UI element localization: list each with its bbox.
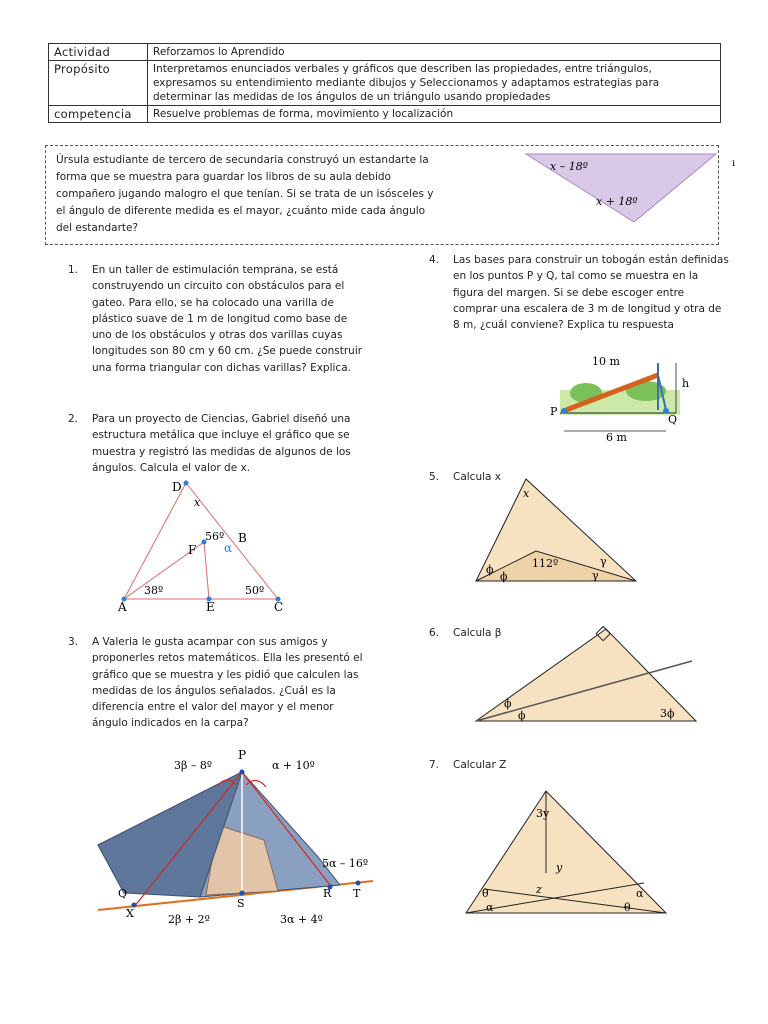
figure-3-tent [68,745,378,925]
label-slide: 10 m [592,355,620,368]
problem-number: 6. [429,627,440,639]
problem-2 [68,411,368,476]
header-row-purpose [49,61,721,106]
figure-4-slide [546,345,706,445]
label-phi-2: ϕ [518,709,526,722]
banner-label-bottom: x + 18º [596,195,638,208]
problem-number: 7. [429,759,440,771]
label-p: P [550,405,558,418]
problem-number: 2. [68,413,79,425]
header-value: Reforzamos lo Aprendido [148,44,721,61]
header-key: Propósito [49,61,148,106]
label-a: A [118,600,127,614]
banner-triangle-figure [524,152,736,232]
problem-4 [429,252,729,333]
figure-2-structure [110,476,310,616]
label-t: T [353,887,361,900]
figure-5-triangle [474,475,644,585]
label-right: 5α – 16º [322,857,369,870]
problem-text: Para un proyecto de Ciencias, Gabriel diseñó una estructura metálica que incluye el gráfico que se muestra y registró las medidas de algunos de los ángulos. Calcula el valor de x. [92,413,351,474]
activity-header-table [48,43,721,123]
label-alpha: α [224,541,233,555]
label-phi-1: ϕ [486,563,494,576]
problem-text: Calcular Z [453,759,507,771]
label-e: E [206,600,215,614]
problem-text: En un taller de estimulación temprana, se está construyendo un circuito con obstáculos para el gateo. Para ello, se ha colocado una varilla de plástico suave de 1 m de longitud como base de uno de los obstáculos y otras dos varillas cuyas longitudes son 80 cm y 60 cm. ¿Se puede construir una forma triangular con dichas varillas? Explica. [92,264,363,374]
point-t [356,881,361,886]
figure-7-triangle [464,787,674,917]
point-s [240,891,245,896]
label-alpha-1: α [486,901,494,914]
label-p: P [238,748,247,762]
label-top-left: 3β – 8º [174,759,213,772]
point-p [240,770,245,775]
label-f: F [188,543,197,557]
banner-label-top: x – 18º [550,160,588,173]
label-3y: 3y [536,807,550,820]
label-y: y [556,861,563,874]
label-bottom-left: 2β + 2º [168,913,210,926]
label-s: S [237,897,245,910]
point-d [184,481,189,486]
label-top-right: α + 10º [272,759,315,772]
label-x-point: X [126,907,134,920]
label-3phi: 3ϕ [660,707,675,720]
banner-tick: ı [732,158,736,169]
intro-box [45,145,736,245]
label-theta-1: θ [482,887,489,900]
label-gamma-1: γ [600,555,607,568]
problem-number: 3. [68,636,79,648]
label-x: x [194,496,201,509]
problem-1 [68,262,368,376]
problem-number: 4. [429,254,440,266]
label-q: Q [668,413,678,426]
problem-number: 1. [68,264,79,276]
intro-text: Úrsula estudiante de tercero de secundaria construyó un estandarte la forma que se muestra para guardar los libros de su aula debido compañero jugando malogro el que tenían. Si se trata de un isósceles y el ángulo de diferente medida es el mayor, ¿cuánto mide cada ángulo del estandarte? [56,154,434,234]
label-50: 50º [245,584,265,597]
label-38: 38º [144,584,164,597]
problem-3 [68,634,368,732]
label-56: 56º [205,530,225,543]
label-gamma-2: γ [592,569,599,582]
label-base: 6 m [606,431,627,444]
problem-text: Calcula β [453,627,502,639]
problem-text: Calcula x [453,471,502,483]
header-value: Resuelve problemas de forma, movimiento y localización [148,106,721,123]
point-p [561,408,567,414]
problem-7 [429,757,549,773]
header-row-competence [49,106,721,123]
label-b: B [238,531,247,545]
label-r: R [323,887,332,900]
header-key: Actividad [49,44,148,61]
header-key: competencia [49,106,148,123]
label-phi-2: ϕ [500,570,508,583]
header-value: Interpretamos enunciados verbales y gráficos que describen las propiedades, entre triángulos, expresamos su entendimiento mediante dibujos y Seleccionamos y adaptamos estrategias para determinar las medidas de los ángulos de un triángulo usando propiedades [148,61,721,106]
header-row-activity [49,44,721,61]
label-q: Q [118,887,128,900]
label-x: x [523,487,530,500]
label-theta-2: θ [624,901,631,914]
label-z: z [536,883,542,896]
label-bottom-right: 3α + 4º [280,913,323,926]
label-112: 112º [532,557,559,570]
label-h: h [682,377,690,390]
label-phi-1: ϕ [504,697,512,710]
problem-number: 5. [429,471,440,483]
problem-text: Las bases para construir un tobogán están definidas en los puntos P y Q, tal como se muestra en la figura del margen. Si se debe escoger entre comprar una escalera de 3 m de longitud y otra de 8 m, ¿cuál conviene? Explica tu respuesta [453,254,729,332]
label-c: C [274,600,284,614]
label-alpha-2: α [636,887,644,900]
label-d: D [172,480,182,494]
problem-text: A Valeria le gusta acampar con sus amigos y proponerles retos matemáticos. Ella les presentó el gráfico que se muestra y les pidió que calculen las medidas de los ángulos señalados. ¿Cuál es la diferencia entre el valor del mayor y el menor ángulo indicados en la carpa? [92,636,363,730]
figure-6-triangle [474,627,704,727]
